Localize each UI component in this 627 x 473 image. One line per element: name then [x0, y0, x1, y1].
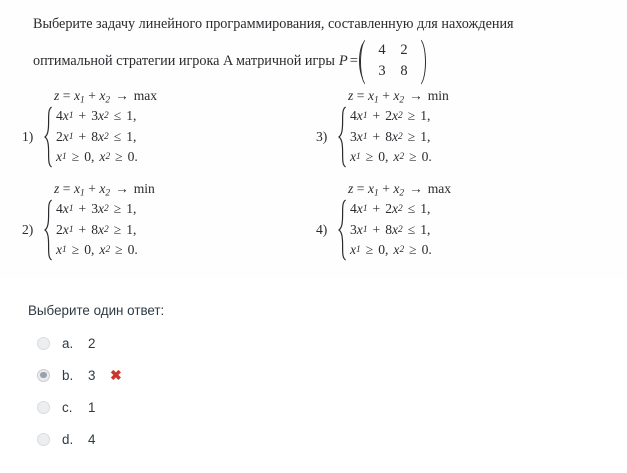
rhs: 1, — [420, 128, 431, 144]
option-2-system — [22, 199, 155, 261]
incorrect-answer-icon: ✖ — [110, 367, 122, 383]
answer-value-c: 1 — [88, 399, 96, 415]
var-1: x — [62, 128, 69, 144]
nn-rel-1: ≥ — [365, 242, 374, 258]
objective-arrow: → — [409, 181, 423, 196]
objective-lhs: z — [348, 88, 354, 103]
nn-var-2: x — [393, 149, 400, 165]
sub-2: 2 — [398, 224, 403, 235]
operator: + — [78, 221, 87, 237]
constraint-row — [56, 127, 138, 148]
objective-var1: x — [73, 88, 81, 103]
sub-2: 2 — [104, 204, 109, 215]
var-1: x — [62, 108, 69, 124]
operator: + — [78, 201, 87, 217]
rhs: 1, — [126, 201, 137, 217]
option-4-number: 4) — [316, 222, 328, 237]
relation: ≥ — [113, 221, 122, 237]
relation: ≥ — [407, 108, 416, 124]
objective-sub1: 1 — [80, 188, 85, 199]
relation: ≤ — [113, 108, 122, 124]
matrix-row — [371, 40, 415, 61]
option-2-objective — [54, 179, 155, 198]
matrix-body — [368, 39, 418, 83]
coef-2: 2 — [385, 108, 392, 124]
nn-rel-1: ≥ — [71, 149, 80, 165]
lp-option-1 — [22, 86, 157, 168]
coef-1: 3 — [350, 128, 357, 144]
question-stem-line-2-text: оптимальной стратегии игрока A матричной игры — [33, 53, 335, 69]
operator: + — [78, 108, 87, 124]
radio-button-d[interactable] — [37, 433, 50, 446]
matrix-cell-r1c1: 4 — [378, 42, 386, 58]
option-4-system — [316, 199, 451, 261]
objective-var2: x — [99, 88, 106, 103]
option-1-constraints — [56, 106, 138, 168]
lp-option-4 — [316, 179, 451, 261]
nn-var-2: x — [393, 242, 400, 258]
constraint-row — [350, 127, 432, 148]
objective-lhs: z — [54, 88, 60, 103]
rhs: 1, — [420, 201, 431, 217]
objective-sub2: 2 — [105, 188, 111, 199]
sub-1: 1 — [362, 224, 368, 235]
sub-1: 1 — [68, 224, 74, 235]
nn-val-2: 0. — [127, 149, 138, 165]
sub-2: 2 — [104, 111, 109, 122]
coef-1: 4 — [56, 108, 63, 124]
sub-2: 2 — [104, 224, 109, 235]
coef-1: 4 — [350, 201, 357, 217]
var-1: x — [356, 221, 363, 237]
answer-choice-c[interactable] — [37, 397, 102, 417]
rhs: 1, — [126, 128, 137, 144]
coef-1: 3 — [350, 221, 357, 237]
sub-2: 2 — [398, 204, 403, 215]
answer-value-b: 3 — [88, 367, 96, 383]
option-1-number: 1) — [22, 129, 34, 144]
objective-goal: max — [133, 88, 158, 103]
relation: ≥ — [407, 128, 416, 144]
sub-1: 1 — [68, 111, 74, 122]
answer-choice-a[interactable] — [37, 333, 102, 353]
option-1-system — [22, 106, 157, 168]
answer-value-d: 4 — [88, 431, 96, 447]
objective-var1: x — [73, 181, 81, 196]
option-4-constraints — [350, 199, 432, 261]
objective-goal: min — [427, 88, 449, 103]
sub-1: 1 — [362, 111, 368, 122]
option-2-constraints — [56, 199, 138, 261]
objective-plus: + — [382, 181, 390, 196]
constraint-row — [56, 106, 138, 127]
sub-1: 1 — [68, 204, 74, 215]
sub-2: 2 — [398, 131, 403, 142]
matrix-cell-r2c1: 3 — [378, 63, 386, 79]
nonnegativity-row — [350, 240, 432, 261]
payoff-matrix — [339, 39, 427, 83]
objective-var1: x — [367, 88, 375, 103]
nn-rel-1: ≥ — [71, 242, 80, 258]
constraint-row — [350, 199, 432, 220]
nn-var-1: x — [350, 242, 357, 258]
relation: ≤ — [407, 221, 416, 237]
nonnegativity-row — [350, 147, 432, 168]
coef-1: 2 — [56, 221, 63, 237]
option-3-constraints — [350, 106, 432, 168]
objective-sub2: 2 — [399, 95, 405, 106]
answer-letter-d: d. — [62, 431, 74, 447]
option-4-objective — [348, 179, 451, 198]
objective-sub1: 1 — [80, 95, 85, 106]
var-1: x — [62, 201, 69, 217]
coef-1: 4 — [56, 201, 63, 217]
coef-2: 8 — [91, 128, 98, 144]
constraint-row — [56, 199, 138, 220]
objective-plus: + — [382, 88, 390, 103]
var-1: x — [356, 128, 363, 144]
sub-2: 2 — [398, 111, 403, 122]
objective-lhs: z — [54, 181, 60, 196]
nn-sub-1: 1 — [356, 152, 361, 163]
nn-val-1: 0, — [378, 149, 389, 165]
objective-sub1: 1 — [374, 95, 379, 106]
var-2: x — [392, 201, 399, 217]
nonnegativity-row — [56, 240, 138, 261]
var-2: x — [98, 221, 105, 237]
nn-sub-1: 1 — [62, 152, 67, 163]
objective-goal: min — [133, 181, 155, 196]
objective-equals: = — [62, 88, 71, 103]
lp-option-3 — [316, 86, 449, 168]
matrix-right-paren — [418, 39, 427, 83]
answer-section — [0, 278, 627, 473]
objective-var2: x — [393, 88, 400, 103]
question-stem — [33, 9, 613, 83]
matrix-cell-r1c2: 2 — [400, 42, 408, 58]
nn-sub-1: 1 — [356, 245, 361, 256]
relation: ≤ — [407, 201, 416, 217]
question-stem-line-1: Выберите задачу линейного программирования, составленную для нахождения — [33, 16, 514, 32]
objective-var1: x — [367, 181, 375, 196]
option-2-number: 2) — [22, 222, 34, 237]
nn-sub-2: 2 — [105, 152, 111, 163]
operator: + — [372, 128, 381, 144]
nn-rel-2: ≥ — [409, 149, 417, 165]
objective-arrow: → — [409, 88, 423, 103]
option-3-system — [316, 106, 449, 168]
var-2: x — [98, 108, 105, 124]
objective-arrow: → — [115, 88, 129, 103]
answer-letter-c: c. — [62, 399, 73, 415]
rhs: 1, — [126, 221, 137, 237]
nn-val-2: 0. — [421, 242, 432, 258]
nn-rel-1: ≥ — [365, 149, 374, 165]
rhs: 1, — [420, 108, 431, 124]
rhs: 1, — [420, 221, 431, 237]
sub-1: 1 — [362, 204, 368, 215]
nn-val-1: 0, — [378, 242, 389, 258]
objective-lhs: z — [348, 181, 354, 196]
var-2: x — [98, 128, 105, 144]
sub-1: 1 — [68, 131, 74, 142]
var-2: x — [392, 108, 399, 124]
answer-choice-b[interactable] — [37, 365, 122, 385]
option-1-objective — [54, 86, 157, 105]
relation: ≤ — [113, 128, 122, 144]
coef-1: 2 — [56, 128, 63, 144]
answer-choice-d[interactable] — [37, 429, 102, 449]
answer-letter-a: a. — [62, 335, 74, 351]
option-3-objective — [348, 86, 449, 105]
var-2: x — [392, 221, 399, 237]
objective-plus: + — [88, 88, 96, 103]
objective-equals: = — [356, 181, 365, 196]
radio-button-c[interactable] — [37, 401, 50, 414]
objective-arrow: → — [115, 181, 129, 196]
nn-rel-2: ≥ — [409, 242, 417, 258]
objective-var2: x — [393, 181, 400, 196]
nn-sub-2: 2 — [399, 152, 405, 163]
objective-sub2: 2 — [399, 188, 405, 199]
constraint-row — [350, 106, 432, 127]
var-2: x — [392, 128, 399, 144]
nn-val-1: 0, — [84, 149, 95, 165]
operator: + — [372, 108, 381, 124]
left-curly-brace — [338, 199, 347, 261]
question-stem-line-2 — [33, 39, 613, 83]
left-curly-brace — [44, 106, 53, 168]
relation: ≥ — [113, 201, 122, 217]
objective-sub1: 1 — [374, 188, 379, 199]
sub-2: 2 — [104, 131, 109, 142]
nn-val-1: 0, — [84, 242, 95, 258]
sub-1: 1 — [362, 131, 368, 142]
matrix-row — [371, 61, 415, 82]
answer-value-a: 2 — [88, 335, 96, 351]
nn-rel-2: ≥ — [115, 149, 123, 165]
var-1: x — [62, 221, 69, 237]
objective-plus: + — [88, 181, 96, 196]
constraint-row — [56, 220, 138, 241]
coef-2: 8 — [385, 221, 392, 237]
constraint-row — [350, 220, 432, 241]
nn-var-1: x — [350, 149, 357, 165]
coef-1: 4 — [350, 108, 357, 124]
answer-letter-b: b. — [62, 367, 74, 383]
nn-var-2: x — [99, 242, 106, 258]
operator: + — [78, 128, 87, 144]
operator: + — [372, 221, 381, 237]
operator: + — [372, 201, 381, 217]
nn-rel-2: ≥ — [115, 242, 123, 258]
matrix-equals-sign: = — [349, 53, 358, 69]
answer-prompt-label: Выберите один ответ: — [28, 303, 165, 318]
var-1: x — [356, 108, 363, 124]
radio-button-a[interactable] — [37, 337, 50, 350]
objective-var2: x — [99, 181, 106, 196]
objective-goal: max — [427, 181, 452, 196]
matrix-left-paren — [359, 39, 368, 83]
nn-var-1: x — [56, 149, 63, 165]
objective-equals: = — [62, 181, 71, 196]
nn-sub-2: 2 — [105, 245, 111, 256]
radio-button-b[interactable] — [37, 369, 50, 382]
matrix-label: P — [338, 53, 348, 69]
nn-val-2: 0. — [421, 149, 432, 165]
objective-equals: = — [356, 88, 365, 103]
option-3-number: 3) — [316, 129, 328, 144]
rhs: 1, — [126, 108, 137, 124]
nn-sub-1: 1 — [62, 245, 67, 256]
lp-option-2 — [22, 179, 155, 261]
coef-2: 3 — [91, 201, 98, 217]
objective-sub2: 2 — [105, 95, 111, 106]
matrix-cell-r2c2: 8 — [400, 63, 408, 79]
nn-var-2: x — [99, 149, 106, 165]
var-1: x — [356, 201, 363, 217]
nn-val-2: 0. — [127, 242, 138, 258]
nn-var-1: x — [56, 242, 63, 258]
coef-2: 3 — [91, 108, 98, 124]
var-2: x — [98, 201, 105, 217]
coef-2: 8 — [385, 128, 392, 144]
coef-2: 2 — [385, 201, 392, 217]
nonnegativity-row — [56, 147, 138, 168]
nn-sub-2: 2 — [399, 245, 405, 256]
left-curly-brace — [338, 106, 347, 168]
left-curly-brace — [44, 199, 53, 261]
coef-2: 8 — [91, 221, 98, 237]
